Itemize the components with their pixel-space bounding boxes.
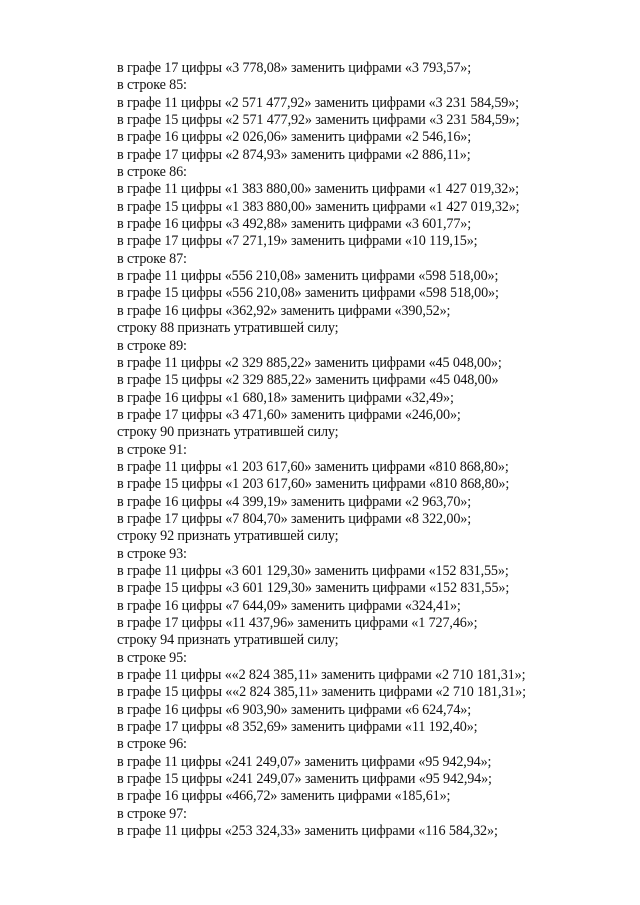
- text-line: в графе 11 цифры ««2 824 385,11» заменить цифрами «2 710 181,31»;: [117, 667, 526, 684]
- text-line: в графе 15 цифры ««2 824 385,11» заменить цифрами «2 710 181,31»;: [117, 684, 526, 701]
- text-line: в графе 16 цифры «4 399,19» заменить цифрами «2 963,70»;: [117, 493, 472, 510]
- text-line: в графе 16 цифры «6 903,90» заменить цифрами «6 624,74»;: [117, 701, 472, 718]
- text-line: в графе 11 цифры «2 329 885,22» заменить цифрами «45 048,00»;: [117, 354, 502, 371]
- text-line: в графе 11 цифры «2 571 477,92» заменить цифрами «3 231 584,59»;: [117, 94, 519, 111]
- text-line: в графе 11 цифры «556 210,08» заменить цифрами «598 518,00»;: [117, 268, 499, 285]
- text-line: в графе 15 цифры «2 571 477,92» заменить цифрами «3 231 584,59»;: [117, 112, 520, 129]
- text-line: в графе 11 цифры «241 249,07» заменить цифрами «95 942,94»;: [117, 753, 492, 770]
- row-heading: в строке 96:: [117, 736, 187, 753]
- row-heading: в строке 95:: [117, 649, 187, 666]
- row-heading: в строке 87:: [117, 250, 187, 267]
- text-line: в графе 16 цифры «466,72» заменить цифрами «185,61»;: [117, 788, 451, 805]
- repeal-line: строку 88 признать утратившей силу;: [117, 320, 339, 337]
- row-heading: в строке 86:: [117, 164, 187, 181]
- repeal-line: строку 90 признать утратившей силу;: [117, 424, 339, 441]
- row-heading: в строке 97:: [117, 805, 187, 822]
- repeal-line: строку 94 признать утратившей силу;: [117, 632, 339, 649]
- row-heading: в строке 85:: [117, 77, 187, 94]
- text-line: в графе 16 цифры «7 644,09» заменить цифрами «324,41»;: [117, 597, 461, 614]
- document-page: [117, 60, 617, 840]
- text-line: в графе 11 цифры «3 601 129,30» заменить цифрами «152 831,55»;: [117, 562, 509, 579]
- text-line: в графе 17 цифры «3 778,08» заменить цифрами «3 793,57»;: [117, 60, 472, 76]
- text-line: в графе 17 цифры «3 471,60» заменить цифрами «246,00»;: [117, 406, 461, 423]
- text-line: в графе 11 цифры «1 383 880,00» заменить цифрами «1 427 019,32»;: [117, 181, 519, 198]
- row-heading: в строке 91:: [117, 441, 187, 458]
- text-line: в графе 16 цифры «1 680,18» заменить цифрами «32,49»;: [117, 389, 454, 406]
- text-line: в графе 15 цифры «2 329 885,22» заменить цифрами «45 048,00»: [117, 372, 499, 389]
- text-line: в графе 17 цифры «8 352,69» заменить цифрами «11 192,40»;: [117, 719, 478, 736]
- text-line: в графе 15 цифры «3 601 129,30» заменить цифрами «152 831,55»;: [117, 580, 510, 597]
- text-line: в графе 11 цифры «1 203 617,60» заменить цифрами «810 868,80»;: [117, 458, 509, 475]
- text-line: в графе 15 цифры «1 383 880,00» заменить цифрами «1 427 019,32»;: [117, 198, 520, 215]
- text-line: в графе 17 цифры «2 874,93» заменить цифрами «2 886,11»;: [117, 146, 471, 163]
- text-line: в графе 15 цифры «556 210,08» заменить цифрами «598 518,00»;: [117, 285, 499, 302]
- text-line: в графе 17 цифры «7 804,70» заменить цифрами «8 322,00»;: [117, 510, 472, 527]
- text-line: в графе 11 цифры «253 324,33» заменить цифрами «116 584,32»;: [117, 823, 498, 840]
- text-line: в графе 15 цифры «241 249,07» заменить цифрами «95 942,94»;: [117, 771, 492, 788]
- row-heading: в строке 93:: [117, 545, 187, 562]
- text-line: в графе 17 цифры «11 437,96» заменить цифрами «1 727,46»;: [117, 615, 478, 631]
- text-line: в графе 17 цифры «7 271,19» заменить цифрами «10 119,15»;: [117, 233, 478, 250]
- text-line: в графе 16 цифры «2 026,06» заменить цифрами «2 546,16»;: [117, 129, 472, 146]
- repeal-line: строку 92 признать утратившей силу;: [117, 528, 339, 545]
- text-line: в графе 16 цифры «3 492,88» заменить цифрами «3 601,77»;: [117, 216, 472, 233]
- text-line: в графе 15 цифры «1 203 617,60» заменить цифрами «810 868,80»;: [117, 476, 510, 493]
- row-heading: в строке 89:: [117, 337, 187, 354]
- text-line: в графе 16 цифры «362,92» заменить цифрами «390,52»;: [117, 302, 451, 319]
